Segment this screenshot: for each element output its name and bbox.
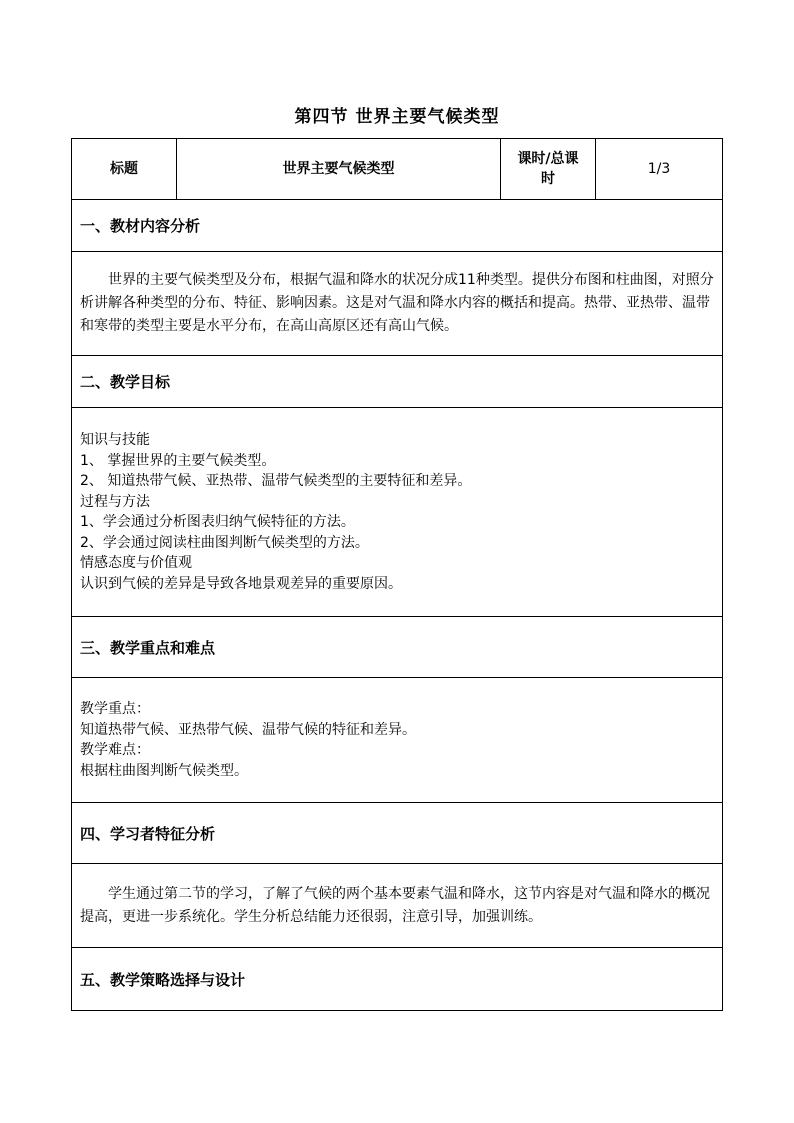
section-3-heading: 三、教学重点和难点	[72, 617, 723, 678]
focus-line: 知道热带气候、亚热带气候、温带气候的特征和差异。	[80, 721, 416, 738]
section-body-row	[72, 864, 723, 948]
title-label-cell	[72, 139, 177, 200]
title-label: 标题	[110, 161, 138, 177]
section-2-heading: 二、教学目标	[72, 356, 723, 408]
document-title: 第四节 世界主要气候类型	[294, 107, 500, 127]
section-heading-row	[72, 356, 723, 408]
focus-line: 教学重点：	[80, 701, 150, 717]
section-body-row	[72, 252, 723, 356]
section-3-body	[72, 678, 723, 803]
objective-line: 1、 掌握世界的主要气候类型。	[80, 452, 276, 469]
section-5-heading: 五、教学策略选择与设计	[72, 948, 723, 1011]
section-1-paragraph: 世界的主要气候类型及分布，根据气温和降水的状况分成11种类型。提供分布图和柱曲图，对照分析讲解各种类型的分布、特征、影响因素。这是对气温和降水内容的概括和提高。热带、亚热带、温带和寒带的类型主要是水平分布，在高山高原区还有高山气候。	[72, 252, 723, 356]
objective-line: 2、学会通过阅读柱曲图判断气候类型的方法。	[80, 534, 369, 551]
section-2-body	[72, 408, 723, 617]
lesson-plan-table	[71, 138, 723, 1011]
focus-line: 教学难点：	[80, 742, 150, 758]
focus-line: 根据柱曲图判断气候类型。	[80, 762, 248, 779]
header-row	[72, 139, 723, 200]
objective-line: 1、学会通过分析图表归纳气候特征的方法。	[80, 514, 355, 530]
objective-line: 知识与技能	[80, 432, 150, 448]
section-heading-row	[72, 948, 723, 1011]
period-value-cell	[596, 139, 723, 200]
section-heading-row	[72, 803, 723, 864]
title-value: 世界主要气候类型	[282, 161, 395, 177]
section-body-row	[72, 678, 723, 803]
objective-line: 情感态度与价值观	[80, 555, 192, 571]
objective-line: 2、 知道热带气候、亚热带、温带气候类型的主要特征和差异。	[80, 473, 472, 489]
period-value: 1/3	[647, 161, 671, 177]
section-4-paragraph: 学生通过第二节的学习，了解了气候的两个基本要素气温和降水，这节内容是对气温和降水的概况提高，更进一步系统化。学生分析总结能力还很弱，注意引导，加强训练。	[72, 864, 723, 948]
objective-line: 过程与方法	[80, 493, 150, 510]
period-label-cell	[501, 139, 596, 200]
section-heading-row	[72, 617, 723, 678]
section-heading-row	[72, 200, 723, 252]
section-1-heading: 一、教材内容分析	[72, 200, 723, 252]
section-4-heading: 四、学习者特征分析	[72, 803, 723, 864]
period-label: 课时/总课时	[517, 151, 579, 187]
objective-line: 认识到气候的差异是导致各地景观差异的重要原因。	[80, 575, 402, 592]
title-value-cell	[177, 139, 501, 200]
section-body-row	[72, 408, 723, 617]
